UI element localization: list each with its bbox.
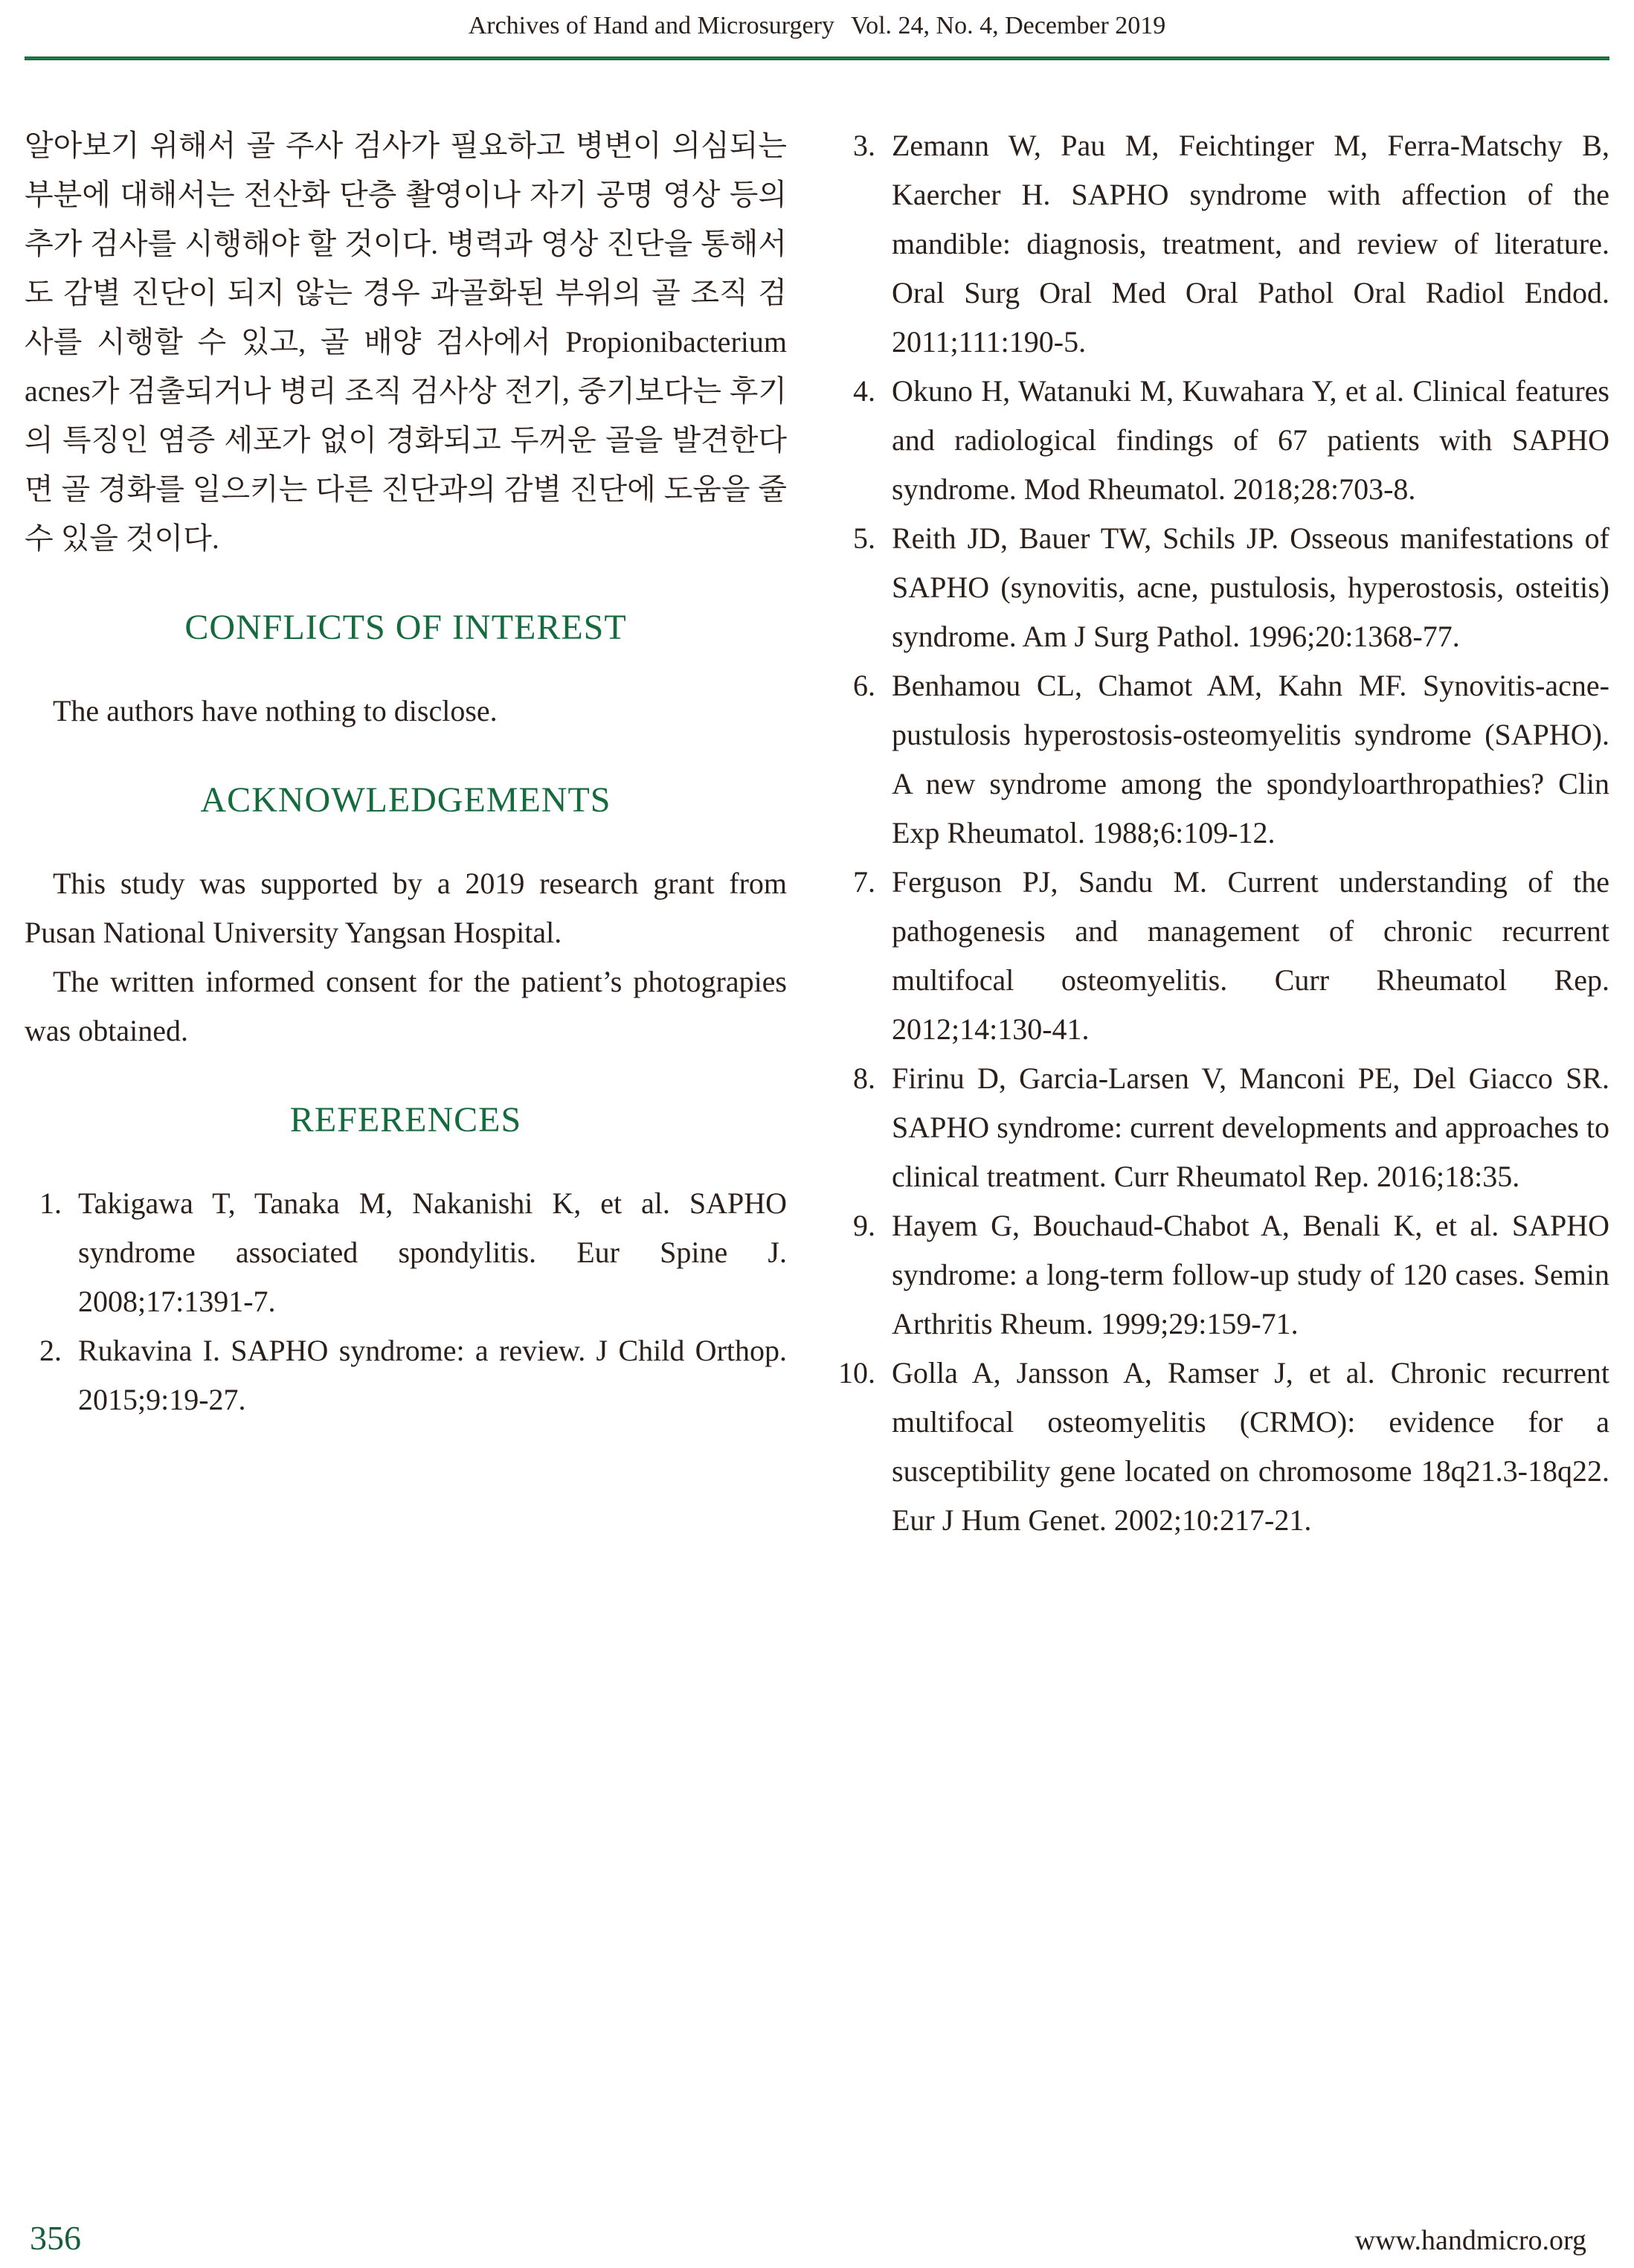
reference-item	[853, 514, 1609, 661]
reference-text: Takigawa T, Tanaka M, Nakanishi K, et al. SAPHO syndrome associated spondylitis. Eur Spine J. 2008;17:1391-7.	[78, 1186, 787, 1318]
reference-number: 10.	[838, 1356, 875, 1390]
acknowledgements-heading: ACKNOWLEDGEMENTS	[200, 780, 611, 820]
reference-number: 4.	[853, 374, 875, 408]
reference-number: 9.	[853, 1209, 875, 1242]
conflicts-of-interest-heading: CONFLICTS OF INTEREST	[184, 608, 627, 647]
reference-text: Firinu D, Garcia-Larsen V, Manconi PE, Del Giacco SR. SAPHO syndrome: current developments and approaches to clinical treatment. Curr Rheumatol Rep. 2016;18:35.	[892, 1061, 1609, 1193]
journal-website-url: www.handmicro.org	[1354, 2225, 1586, 2256]
journal-name: Archives of Hand and Microsurgery	[468, 12, 834, 39]
right-column	[838, 121, 1609, 1545]
page-footer	[30, 2218, 1586, 2258]
korean-body-paragraph: 알아보기 위해서 골 주사 검사가 필요하고 병변이 의심되는 부분에 대해서는 전산화 단층 촬영이나 자기 공명 영상 등의 추가 검사를 시행해야 할 것이다. 병력과 영상 진단을 통해서도 감별 진단이 되지 않는 경우 과골화된 부위의 골 조직 검사를 시행할 수 있고, 골 배양 검사에서 Propionibacterium acnes가 검출되거나 병리 조직 검사상 전기, 중기보다는 후기의 특징인 염증 세포가 없이 경화되고 두꺼운 골을 발견한다면 골 경화를 일으키는 다른 진단과의 감별 진단에 도움을 줄 수 있을 것이다.	[25, 129, 787, 555]
reference-item	[853, 661, 1609, 858]
acknowledgements-paragraph-1: This study was supported by a 2019 research grant from Pusan National University Yangsan Hospital.	[25, 867, 787, 949]
conflicts-of-interest-text: The authors have nothing to disclose.	[53, 694, 498, 727]
reference-text: Zemann W, Pau M, Feichtinger M, Ferra-Matschy B, Kaercher H. SAPHO syndrome with affection of the mandible: diagnosis, treatment, and review of literature. Oral Surg Oral Med Oral Pathol Oral Radiol Endod. 2011;111:190-5.	[892, 129, 1609, 359]
reference-text: Reith JD, Bauer TW, Schils JP. Osseous manifestations of SAPHO (synovitis, acne, pustulosis, hyperostosis, osteitis) syndrome. Am J Surg Pathol. 1996;20:1368-77.	[892, 521, 1609, 653]
page-number: 356	[30, 2219, 81, 2257]
header-rule	[25, 57, 1609, 60]
reference-item	[853, 858, 1609, 1054]
acknowledgements-paragraph-2: The written informed consent for the patient’s photograpies was obtained.	[25, 965, 787, 1047]
reference-number: 1.	[39, 1186, 62, 1220]
reference-number: 2.	[39, 1334, 62, 1367]
reference-item	[39, 1326, 787, 1424]
left-column	[25, 121, 787, 1545]
reference-number: 3.	[853, 129, 875, 162]
reference-item	[853, 367, 1609, 514]
reference-text: Golla A, Jansson A, Ramser J, et al. Chronic recurrent multifocal osteomyelitis (CRMO): evidence for a susceptibility gene located on chromosome 18q21.3-18q22. Eur J Hum Genet. 2002;10:217-21.	[892, 1356, 1609, 1537]
reference-number: 5.	[853, 521, 875, 555]
reference-item	[853, 1054, 1609, 1201]
reference-number: 6.	[853, 669, 875, 702]
issue-info: Vol. 24, No. 4, December 2019	[850, 12, 1166, 39]
reference-text: Hayem G, Bouchaud-Chabot A, Benali K, et al. SAPHO syndrome: a long-term follow-up study of 120 cases. Semin Arthritis Rheum. 1999;29:159-71.	[892, 1209, 1609, 1340]
two-column-body	[25, 121, 1609, 1545]
reference-number: 8.	[853, 1061, 875, 1095]
reference-text: Ferguson PJ, Sandu M. Current understanding of the pathogenesis and management of chronic recurrent multifocal osteomyelitis. Curr Rheumatol Rep. 2012;14:130-41.	[892, 865, 1609, 1046]
reference-item	[838, 1349, 1609, 1545]
reference-text: Rukavina I. SAPHO syndrome: a review. J Child Orthop. 2015;9:19-27.	[78, 1334, 787, 1416]
running-head	[25, 0, 1609, 42]
references-heading: REFERENCES	[289, 1100, 522, 1140]
reference-number: 7.	[853, 865, 875, 899]
reference-item	[853, 1201, 1609, 1349]
references-list-right	[838, 121, 1609, 1545]
reference-item	[853, 121, 1609, 367]
reference-item	[39, 1179, 787, 1326]
reference-text: Benhamou CL, Chamot AM, Kahn MF. Synovitis-acne-pustulosis hyperostosis-osteomyelitis syndrome (SAPHO). A new syndrome among the spondyloarthropathies? Clin Exp Rheumatol. 1988;6:109-12.	[892, 669, 1609, 849]
references-list-left	[25, 1179, 787, 1424]
reference-text: Okuno H, Watanuki M, Kuwahara Y, et al. Clinical features and radiological findings of 67 patients with SAPHO syndrome. Mod Rheumatol. 2018;28:703-8.	[892, 374, 1609, 506]
